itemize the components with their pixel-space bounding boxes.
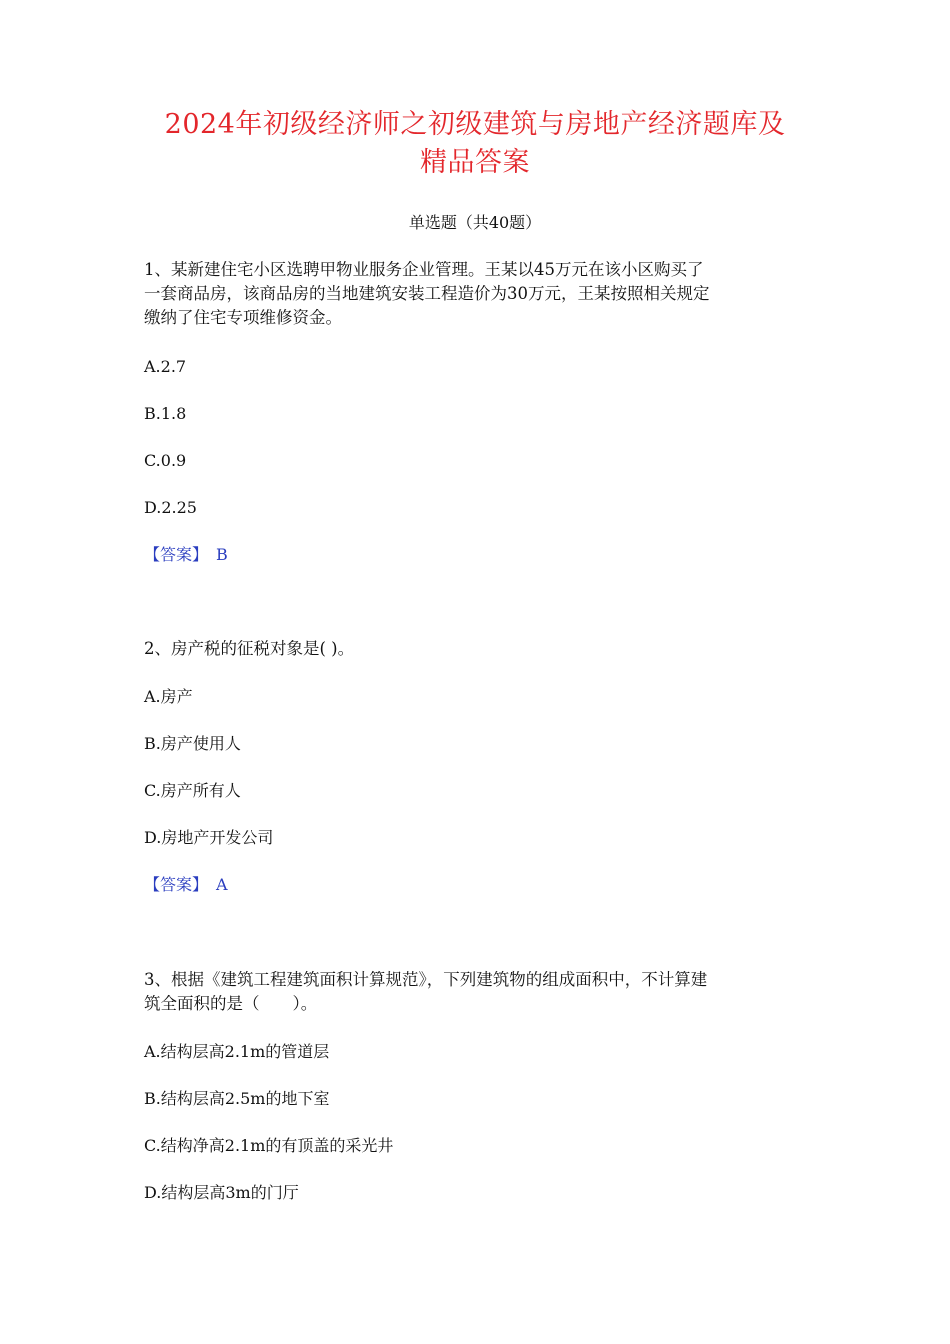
question-1-option-b: B.1.8 (144, 404, 187, 423)
title-line-2: 精品答案 (420, 147, 530, 178)
section-heading: 单选题（共40题） (408, 213, 542, 232)
question-stem-line: 一套商品房，该商品房的当地建筑安装工程造价为30万元，王某按照相关规定 (144, 284, 710, 303)
question-1-option-a: A.2.7 (144, 357, 187, 376)
question-3-option-d: D.结构层高3m的门厅 (144, 1183, 299, 1202)
question-stem-line: 1、某新建住宅小区选聘甲物业服务企业管理。王某以45万元在该小区购买了 (144, 260, 704, 279)
question-2-option-d: D.房地产开发公司 (144, 828, 274, 847)
question-3-option-a: A.结构层高2.1m的管道层 (144, 1042, 330, 1061)
question-1-stem (144, 258, 814, 330)
question-stem-line: 缴纳了住宅专项维修资金。 (144, 308, 342, 327)
document-title (100, 106, 850, 182)
answer-value: A (216, 875, 228, 894)
question-1-option-d: D.2.25 (144, 498, 197, 517)
question-2-stem (144, 637, 814, 661)
question-2-option-b: B.房产使用人 (144, 734, 241, 753)
question-3-option-b: B.结构层高2.5m的地下室 (144, 1089, 330, 1108)
question-2-option-a: A.房产 (144, 687, 193, 706)
question-3-option-c: C.结构净高2.1m的有顶盖的采光井 (144, 1136, 394, 1155)
question-stem-line: 3、根据《建筑工程建筑面积计算规范》，下列建筑物的组成面积中，不计算建 (144, 970, 708, 989)
answer-label: 【答案】 (144, 875, 209, 894)
question-3-stem (144, 968, 814, 1016)
question-stem-line: 筑全面积的是（ ）。 (144, 994, 318, 1013)
question-2-answer (144, 873, 228, 897)
question-2-option-c: C.房产所有人 (144, 781, 241, 800)
question-1-answer (144, 543, 228, 567)
title-line-1: 2024年初级经济师之初级建筑与房地产经济题库及 (164, 109, 786, 140)
answer-value: B (216, 545, 228, 564)
question-1-option-c: C.0.9 (144, 451, 187, 470)
question-stem-line: 2、房产税的征税对象是( )。 (144, 639, 355, 658)
answer-label: 【答案】 (144, 545, 209, 564)
